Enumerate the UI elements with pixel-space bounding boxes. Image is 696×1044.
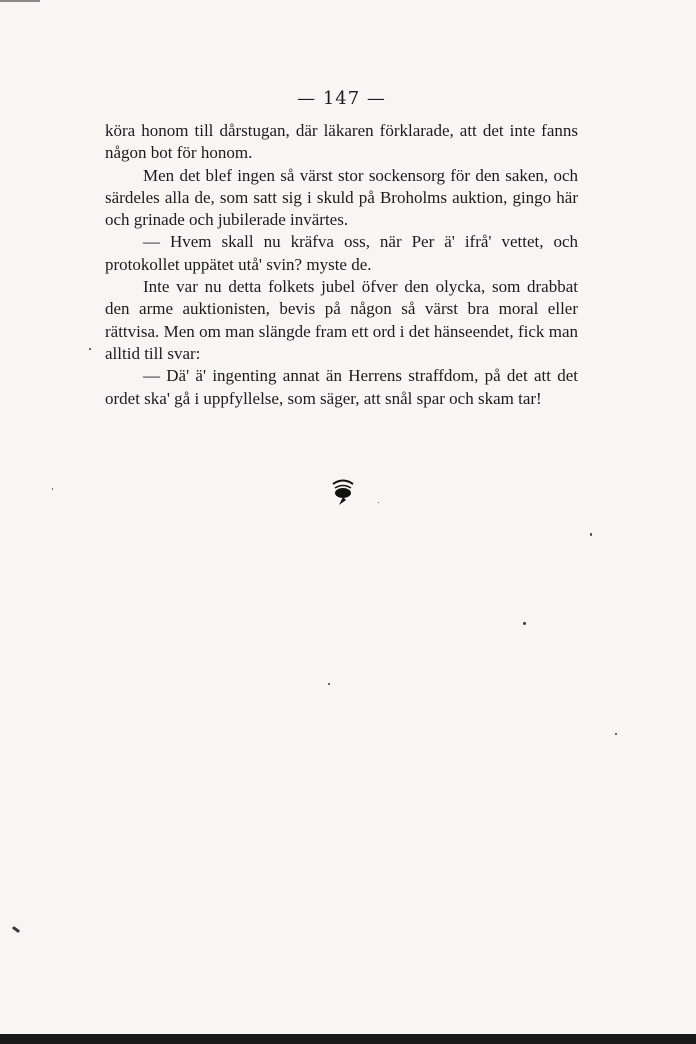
scan-speck xyxy=(328,683,330,685)
scan-speck xyxy=(590,533,592,536)
body-text xyxy=(105,120,578,410)
scan-speck xyxy=(52,488,53,490)
paragraph: — Dä' ä' ingenting annat än Herrens straffdom, på det att det ordet ska' gå i uppfyllelse, som säger, att snål spar och skam tar! xyxy=(105,366,578,408)
scan-speck xyxy=(523,622,526,625)
scan-speck xyxy=(12,926,20,933)
paragraph: Men det blef ingen så värst stor sockensorg för den saken, och särdeles alla de, som satt sig i skuld på Broholms auktion, gingo här och grinade och jubilerade invärtes. xyxy=(105,165,578,230)
paragraph: Inte var nu detta folkets jubel öfver den olycka, som drabbat den arme auktionisten, bevis på någon så värst bra moral eller rättvisa. Men om man slängde fram ett ord i det hänseendet, fick man alltid till svar: xyxy=(105,277,578,363)
top-edge-line xyxy=(0,0,40,2)
scan-speck xyxy=(378,502,379,503)
paragraph: — Hvem skall nu kräfva oss, när Per ä' ifrå' vettet, och protokollet uppätet utå' svin? myste de. xyxy=(105,232,578,274)
bottom-edge-shadow xyxy=(0,1034,696,1044)
paragraph: köra honom till dårstugan, där läkaren förklarade, att det inte fanns någon bot för honom. xyxy=(105,121,578,163)
scan-speck xyxy=(615,733,617,735)
page-number: — 147 — xyxy=(297,88,386,109)
scan-speck xyxy=(89,348,91,350)
fleuron-icon xyxy=(330,478,356,506)
